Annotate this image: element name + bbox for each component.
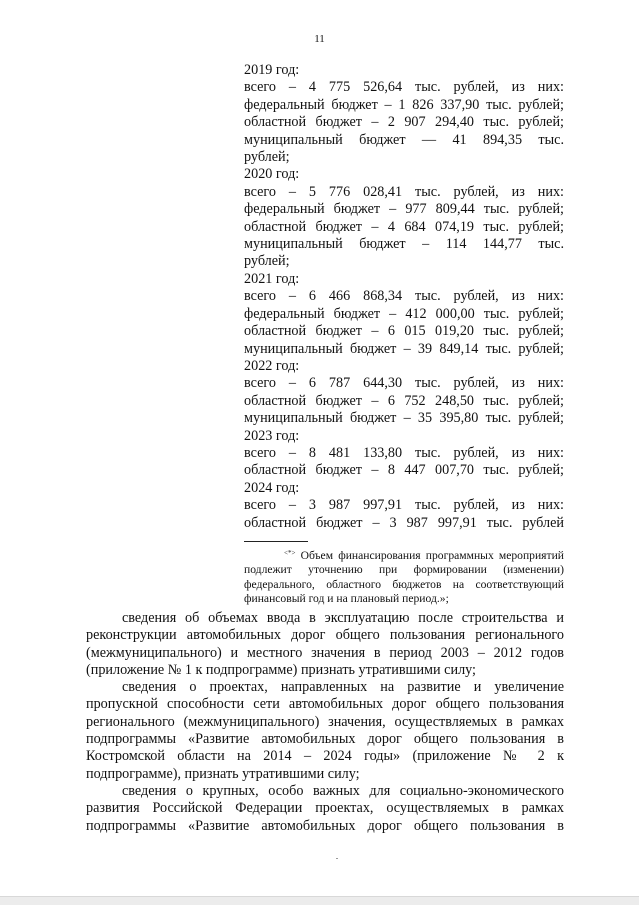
funding-line: всего – 6 466 868,34 тыс. рублей, из них: [244,288,564,305]
funding-line: всего – 6 787 644,30 тыс. рублей, из них: [244,375,564,392]
scan-speck [336,858,338,859]
funding-line: федеральный бюджет – 1 826 337,90 тыс. рублей; [244,96,564,113]
funding-column [244,62,564,532]
funding-line: всего – 4 775 526,64 тыс. рублей, из них: [244,79,564,96]
funding-line: федеральный бюджет – 977 809,44 тыс. рублей; [244,201,564,218]
paragraph: сведения о крупных, особо важных для социально-экономического развития Российской Федерации проектах, осуществляемых в рамках подпрограммы «Развитие автомобильных дорог общего пользования в [86,782,564,834]
funding-line: муниципальный бюджет – 35 395,80 тыс. рублей; [244,410,564,427]
funding-line: областной бюджет – 8 447 007,70 тыс. рублей; [244,462,564,479]
funding-line: областной бюджет – 3 987 997,91 тыс. рублей [244,514,564,531]
viewer-bottom-edge [0,896,639,905]
funding-line: муниципальный бюджет – 39 849,14 тыс. рублей; [244,340,564,357]
funding-line: рублей; [244,253,290,270]
funding-line: областной бюджет – 2 907 294,40 тыс. рублей; [244,114,564,131]
body-text [86,610,564,835]
funding-line: федеральный бюджет – 412 000,00 тыс. рублей; [244,305,564,322]
paragraph: сведения о проектах, направленных на развитие и увеличение пропускной способности сети автомобильных дорог общего пользования регионального (межмуниципального) значения, осуществляемых в рамках подпрограммы «Развитие автомобильных дорог общего пользования в Костромской области на 2014 – 2024 годы» (приложение № 2 к подпрограмме), признать утратившими силу; [86,679,564,782]
funding-line: муниципальный бюджет — 41 894,35 тыс. [244,131,564,148]
paragraph: сведения об объемах ввода в эксплуатацию после строительства и реконструкции автомобильных дорог общего пользования регионального (межмуниципального) и местного значения в период 2003 – 2012 годов (приложение № 1 к подпрограмме) признать утратившими силу; [86,610,564,678]
footnote [244,546,564,607]
year-heading: 2022 год: [244,357,300,374]
footnote-text: Объем финансирования программных мероприятий подлежит уточнению при формировании (изменении) федерального, областного бюджетов на соответствующий финансовый год и на плановый период.»; [244,549,564,606]
year-heading: 2021 год: [244,270,300,287]
funding-line: муниципальный бюджет – 114 144,77 тыс. [244,236,564,253]
funding-line: рублей; [244,149,290,166]
year-heading: 2024 год: [244,479,300,496]
footnote-separator [244,541,308,542]
year-heading: 2019 год: [244,62,300,78]
year-heading: 2020 год: [244,166,300,183]
funding-line: всего – 8 481 133,80 тыс. рублей, из них: [244,444,564,461]
funding-line: всего – 5 776 028,41 тыс. рублей, из них: [244,183,564,200]
funding-line: областной бюджет – 6 752 248,50 тыс. рублей; [244,392,564,409]
funding-line: областной бюджет – 4 684 074,19 тыс. рублей; [244,218,564,235]
funding-line: всего – 3 987 997,91 тыс. рублей, из них: [244,497,564,514]
funding-line: областной бюджет – 6 015 019,20 тыс. рублей; [244,323,564,340]
year-heading: 2023 год: [244,427,300,444]
page-number: 11 [314,33,325,45]
footnote-marker: <*> [284,549,296,557]
